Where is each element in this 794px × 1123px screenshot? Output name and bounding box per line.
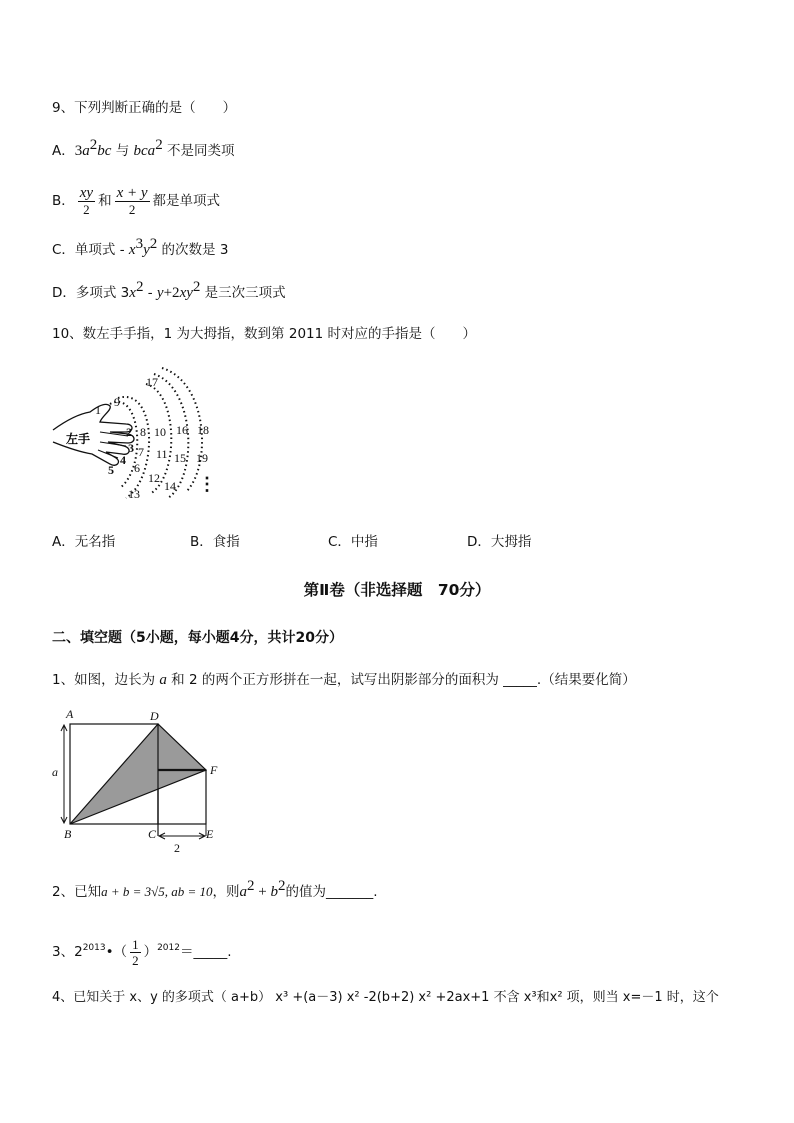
section-subtitle: 二、填空题（5小题，每小题4分，共计20分） [52, 630, 343, 646]
squares-figure [48, 706, 228, 856]
hand-label: 左手 [66, 432, 91, 446]
num-7: 7 [138, 445, 144, 459]
fill-q2: 2、已知a + b = 3√5, ab = 10，则$a^2 + b^2$的值为_______. [52, 878, 378, 900]
num-4: 4 [120, 453, 126, 467]
num-11: 11 [156, 447, 168, 461]
q10-choice-d: D．大拇指 [467, 534, 532, 550]
num-9: 9 [114, 395, 120, 409]
fill-q4: 4、已知关于 x、y 的多项式（ a+b） x³ +(a－3) x² -2(b+2) x² +2ax+1 不含 x³和x² 项，则当 x=－1 时，这个 [52, 990, 719, 1005]
label-B: B [64, 827, 72, 841]
section-title: 第Ⅱ卷（非选择题 70分） [303, 581, 491, 599]
label-E: E [206, 827, 214, 841]
label-F: F [210, 763, 218, 777]
answer-blank: _______ [326, 884, 374, 900]
hand-counting-figure [50, 366, 230, 506]
num-3: 3 [128, 441, 134, 455]
num-19: 19 [196, 451, 208, 465]
q9-option-b: B． $\frac{xy}{2}$ 和 $\frac{x + y}{2}$ 都是单项式 [52, 184, 221, 217]
label-A: A [66, 707, 74, 721]
num-5: 5 [108, 463, 114, 477]
num-10: 10 [154, 425, 166, 439]
ellipsis-dots: ⋮ [198, 474, 216, 494]
num-13: 13 [128, 487, 140, 501]
fraction-xy-over-2: $\frac{xy}{2}$ [79, 184, 94, 217]
label-a: a [52, 765, 58, 779]
answer-blank: _____ [193, 944, 228, 960]
q10-choice-a: A．无名指 [52, 534, 116, 550]
num-18: 18 [197, 423, 209, 437]
label-C: C [148, 827, 157, 841]
num-12: 12 [148, 471, 160, 485]
answer-blank: _____ [503, 672, 537, 688]
q9-option-d: D．多项式 $3x^2 - y+2xy^2$ 是三次三项式 [52, 279, 286, 301]
q9-option-a: A．$3a^2bc$ 与 bca$^2$ 不是同类项 [52, 137, 235, 159]
q10-stem: 10、数左手手指，1 为大拇指，数到第 2011 时对应的手指是（ ） [52, 326, 476, 342]
num-14: 14 [164, 479, 176, 493]
num-15: 15 [174, 451, 186, 465]
option-label: A． [52, 143, 75, 159]
fraction-one-half: $\frac{1}{2}$ [132, 936, 139, 968]
num-17: 17 [146, 375, 158, 389]
q9-option-c: C．单项式 - $x^3y^2$ 的次数是 3 [52, 236, 229, 258]
shaded-triangle [70, 724, 206, 824]
num-6: 6 [134, 461, 140, 475]
fill-q3: 3、$2^{2013}•$（ $\frac{1}{2}$ ）$^{2012}$＝_____. [52, 936, 232, 968]
label-2: 2 [174, 841, 180, 855]
num-8: 8 [140, 425, 146, 439]
num-1: 1 [95, 403, 101, 417]
num-2: 2 [126, 425, 132, 439]
option-label: B． [52, 193, 75, 209]
num-16: 16 [176, 423, 188, 437]
q9-stem: 9、下列判断正确的是（ ） [52, 100, 237, 116]
label-D: D [150, 709, 159, 723]
q10-choice-c: C．中指 [328, 534, 378, 550]
q10-choice-b: B．食指 [190, 534, 240, 550]
fraction-x-plus-y-over-2: $\frac{x + y}{2}$ [116, 184, 148, 217]
fill-q1: 1、如图，边长为 a 和 2 的两个正方形拼在一起，试写出阴影部分的面积为 _____.（结果要化简） [52, 672, 636, 688]
